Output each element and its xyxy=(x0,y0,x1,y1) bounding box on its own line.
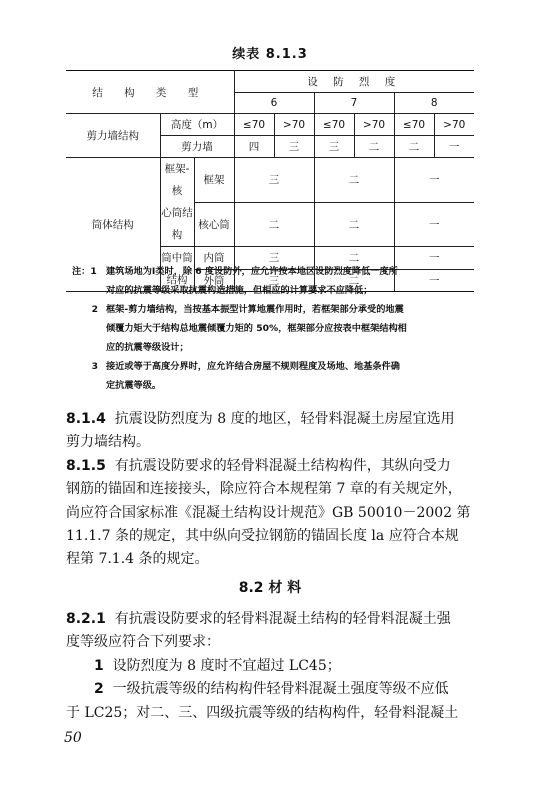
height-cell: ≤70 xyxy=(314,114,354,136)
note-2-line-3: 应的抗震等级设计； xyxy=(106,342,189,353)
note-3-number: 3 xyxy=(91,361,98,372)
note-3-line-1: 接近或等于高度分界时，应允许结合房屋不规则程度及场地、地基条件确 xyxy=(106,361,400,372)
height-cell: ≤70 xyxy=(234,114,274,136)
page-number: 50 xyxy=(64,730,82,746)
note-1-line-2: 对应的抗震等级采取抗震构造措施，但相应的计算要求不应降低； xyxy=(106,285,373,296)
height-cell: >70 xyxy=(354,114,394,136)
height-cell: >70 xyxy=(274,114,314,136)
note-2-number: 2 xyxy=(91,304,98,315)
outer-tube-label: 外筒 xyxy=(194,269,234,292)
grade-cell: 四 xyxy=(234,136,274,158)
notes-label: 注：1 xyxy=(72,266,97,277)
grade-cell: 二 xyxy=(314,158,394,203)
note-3-line-2: 定抗震等级。 xyxy=(106,380,162,391)
degree-8: 8 xyxy=(394,93,474,114)
item-2-cont: 于 LC25；对二、三、四级抗震等级的结构构件，轻骨料混凝土 xyxy=(66,704,459,721)
grade-cell: 二 xyxy=(354,136,394,158)
clause-8-1-4-cont: 剪力墙结构。 xyxy=(66,434,150,451)
header-intensity: 设 防 烈 度 xyxy=(234,71,474,93)
seismic-grade-table xyxy=(66,70,474,292)
grade-cell: 三 xyxy=(234,247,314,270)
clause-8-1-5-cont: 11.1.7 条的规定，其中纵向受拉钢筋的锚固长度 la 应符合本规 xyxy=(66,528,459,545)
grade-cell: 二 xyxy=(314,202,394,247)
clause-8-1-5-cont: 程第 7.1.4 条的规定。 xyxy=(66,551,209,568)
clause-8-1-5: 8.1.5 有抗震设防要求的轻骨料混凝土结构构件，其纵向受力 xyxy=(66,457,451,474)
note-2-line-1: 框架-剪力墙结构，当按基本振型计算地震作用时，若框架部分承受的地震 xyxy=(106,304,404,315)
clause-8-1-5-cont: 尚应符合国家标准《混凝土结构设计规范》GB 50010－2002 第 xyxy=(66,504,471,521)
frame-core-tube: 框架-核 心筒结构 xyxy=(160,158,194,247)
tube-in-tube: 筒中筒 结构 xyxy=(160,247,194,292)
grade-cell: 一 xyxy=(394,247,474,270)
table-caption: 续表 8.1.3 xyxy=(232,47,308,62)
clauses-8-2 xyxy=(66,608,476,725)
section-heading: 8.2 材 料 xyxy=(238,580,302,596)
table-notes xyxy=(72,262,482,395)
item-2: 2 一级抗震等级的结构构件轻骨料混凝土强度等级不应低 xyxy=(94,681,449,698)
grade-cell: 三 xyxy=(234,269,314,292)
grade-cell: 一 xyxy=(434,136,474,158)
degree-7: 7 xyxy=(314,93,394,114)
inner-tube-label: 内筒 xyxy=(194,247,234,270)
clause-8-1-4: 8.1.4 抗震设防烈度为 8 度的地区，轻骨料混凝土房屋宜选用 xyxy=(66,411,455,427)
note-1-line-1: 建筑场地为Ⅰ类时，除 6 度设防外，应允许按本地区设防烈度降低一度所 xyxy=(106,266,398,277)
clause-8-2-1-cont: 度等级应符合下列要求： xyxy=(66,634,220,651)
frame-label: 框架 xyxy=(194,158,234,203)
core-tube-label: 核心筒 xyxy=(194,202,234,247)
item-1: 1 设防烈度为 8 度时不宜超过 LC45； xyxy=(94,657,341,674)
grade-cell: 三 xyxy=(314,136,354,158)
grade-cell: 二 xyxy=(234,202,314,247)
grade-cell: 三 xyxy=(274,136,314,158)
height-cell: ≤70 xyxy=(394,114,434,136)
grade-cell: 二 xyxy=(394,136,434,158)
height-label: 高度（m） xyxy=(160,114,234,136)
grade-cell: 一 xyxy=(394,202,474,247)
degree-6: 6 xyxy=(234,93,314,114)
note-2-line-2: 倾覆力矩大于结构总地震倾覆力矩的 50%，框架部分应按表中框架结构相 xyxy=(106,323,407,334)
height-cell: >70 xyxy=(434,114,474,136)
grade-cell: 二 xyxy=(314,247,394,270)
clauses-8-1 xyxy=(66,408,476,572)
grade-cell: 三 xyxy=(234,158,314,203)
grade-cell: 一 xyxy=(394,269,474,292)
tube-structure: 筒体结构 xyxy=(66,158,160,292)
clause-8-1-5-cont: 钢筋的锚固和连接接头，除应符合本规程第 7 章的有关规定外， xyxy=(66,481,462,498)
shear-wall-structure: 剪力墙结构 xyxy=(66,114,160,158)
shear-wall-label: 剪力墙 xyxy=(160,136,234,158)
header-structure-type: 结 构 类 型 xyxy=(66,71,234,114)
clause-8-2-1: 8.2.1 有抗震设防要求的轻骨料混凝土结构的轻骨料混凝土强 xyxy=(66,611,451,627)
grade-cell: 二 xyxy=(314,269,394,292)
grade-cell: 一 xyxy=(394,158,474,203)
